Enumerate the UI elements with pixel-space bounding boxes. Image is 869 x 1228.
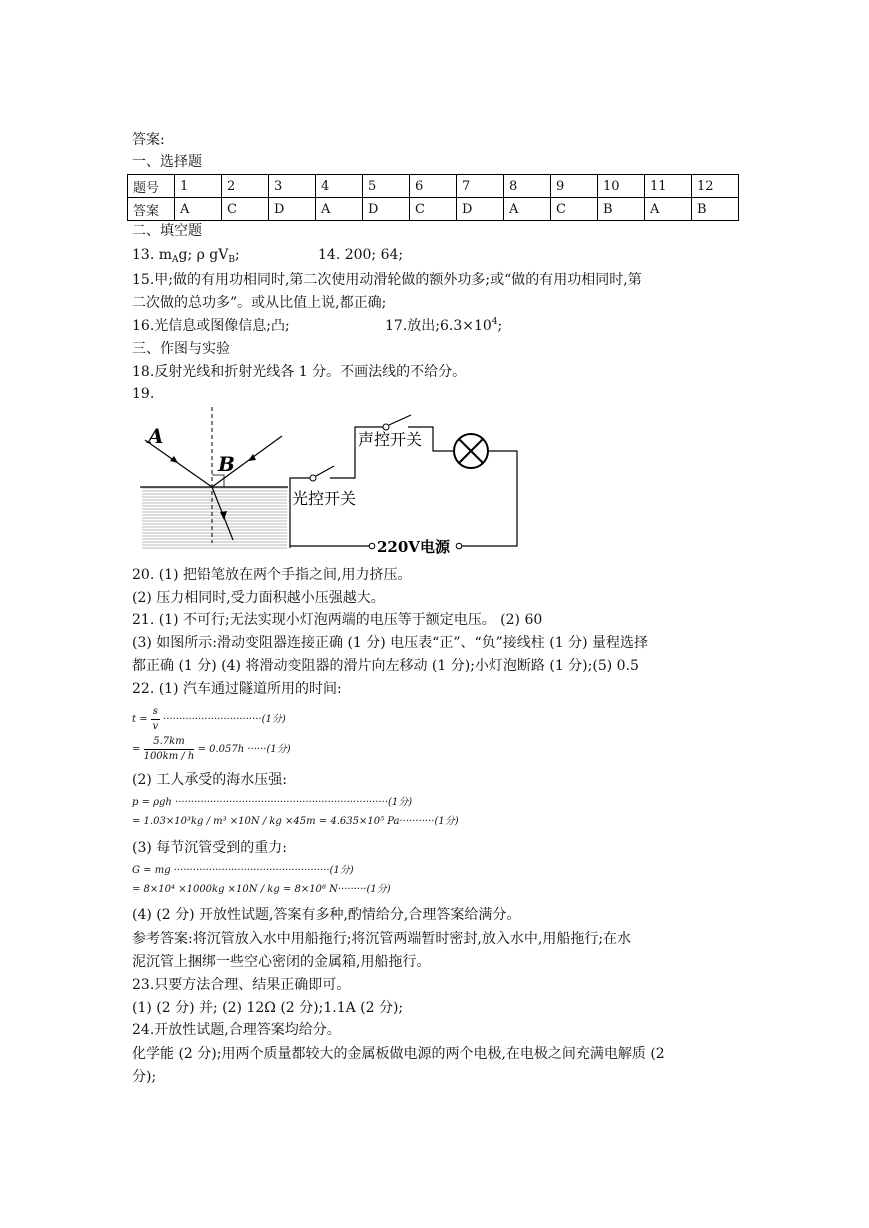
answer-q22-line2: (2) 工人承受的海水压强: — [132, 772, 287, 788]
answer-q16: 16.光信息或图像信息;凸; — [132, 318, 290, 334]
formula-pressure-value: = 1.03×10³kg / m³ ×10N / kg ×45m = 4.635×10⁵ Pa···········(1分) — [132, 816, 459, 827]
table-cell: 1 — [175, 175, 222, 198]
incident-arrow-icon — [170, 456, 178, 463]
q17-sup: 4 — [491, 317, 498, 327]
fraction-distance-speed — [144, 735, 195, 764]
answer-q15-line1: 15.甲;做的有用功相同时,第二次使用动滑轮做的额外功多;或“做的有用功相同时,第 — [132, 272, 642, 288]
formula-eq: = — [132, 744, 141, 755]
answer-q24-line1: 24.开放性试题,合理答案均给分。 — [132, 1022, 341, 1038]
optics-circuit-figure — [140, 403, 525, 558]
table-cell: 5 — [363, 175, 410, 198]
answer-q17 — [385, 316, 502, 338]
fraction-denominator: 100km / h — [143, 751, 195, 762]
label-b: B — [218, 452, 235, 476]
q13-text-b: g; ρ gV — [178, 247, 229, 263]
table-cell: A — [175, 198, 222, 221]
answer-q21-line3: 都正确 (1 分) (4) 将滑动变阻器的滑片向左移动 (1 分);小灯泡断路 (1 分);(5) 0.5 — [132, 658, 639, 674]
fraction-denominator: v — [152, 721, 159, 732]
fraction-numerator: s — [151, 705, 160, 720]
power-terminal-left — [369, 543, 375, 549]
table-cell: C — [410, 198, 457, 221]
answer-q22-line5: 参考答案:将沉管放入水中用船拖行;将沉管两端暂时密封,放入水中,用船拖行;在水 — [132, 931, 632, 947]
section-choice-heading: 一、选择题 — [132, 154, 202, 170]
table-cell: 6 — [410, 175, 457, 198]
table-cell: 答案 — [128, 198, 175, 221]
table-cell: 4 — [316, 175, 363, 198]
table-cell: 2 — [222, 175, 269, 198]
power-source-label: 220V电源 — [377, 538, 450, 556]
table-cell: 10 — [598, 175, 645, 198]
sound-switch-label: 声控开关 — [358, 430, 423, 449]
table-row — [128, 175, 739, 198]
formula-time-score: ·······························(1分) — [163, 714, 286, 725]
answer-q21-line1: 21. (1) 不可行;无法实现小灯泡两端的电压等于额定电压。 (2) 60 — [132, 612, 543, 628]
table-cell: B — [598, 198, 645, 221]
table-cell: 12 — [692, 175, 739, 198]
table-row — [128, 198, 739, 221]
table-cell: D — [363, 198, 410, 221]
reflected-arrow-icon — [248, 454, 256, 461]
fraction-s-v — [151, 705, 160, 734]
light-switch-contact — [310, 475, 316, 481]
formula-pressure: p = ρgh ···································································(1分) — [132, 797, 413, 808]
answer-q13 — [132, 245, 240, 267]
table-cell: 8 — [504, 175, 551, 198]
table-cell: A — [504, 198, 551, 221]
light-switch-label: 光控开关 — [292, 489, 357, 508]
answer-q14: 14. 200; 64; — [318, 247, 404, 263]
answer-q23-line1: 23.只要方法合理、结果正确即可。 — [132, 977, 351, 993]
table-cell: D — [457, 198, 504, 221]
answer-q20-line1: 20. (1) 把铅笔放在两个手指之间,用力挤压。 — [132, 567, 412, 583]
formula-time-value — [132, 735, 291, 764]
table-cell: A — [645, 198, 692, 221]
section-fill-heading: 二、填空题 — [132, 223, 202, 239]
answer-q22-line6: 泥沉管上捆绑一些空心密闭的金属箱,用船拖行。 — [132, 954, 431, 970]
power-terminal-right — [456, 543, 462, 549]
answer-q23-line2: (1) (2 分) 并; (2) 12Ω (2 分);1.1A (2 分); — [132, 1000, 404, 1016]
section-lab-heading: 三、作图与实验 — [132, 341, 230, 357]
formula-time-result: = 0.057h ······(1分) — [197, 744, 291, 755]
formula-time-lhs: t = — [132, 714, 148, 725]
answer-heading: 答案: — [132, 132, 165, 148]
table-cell: 7 — [457, 175, 504, 198]
answer-q22-line4: (4) (2 分) 开放性试题,答案有多种,酌情给分,合理答案给满分。 — [132, 907, 521, 923]
answer-q15-line2: 二次做的总功多”。或从比值上说,都正确; — [132, 295, 387, 311]
table-cell: B — [692, 198, 739, 221]
fraction-numerator: 5.7km — [144, 735, 195, 750]
q13-text-a: 13. m — [132, 247, 172, 263]
formula-time — [132, 705, 286, 734]
answer-q24-line3: 分); — [132, 1069, 157, 1085]
table-cell: D — [269, 198, 316, 221]
answer-q22-line1: 22. (1) 汽车通过隧道所用的时间: — [132, 681, 342, 697]
q13-text-c: ; — [235, 247, 240, 263]
light-switch-blade — [316, 466, 334, 476]
table-cell: C — [222, 198, 269, 221]
q13-sub-b: B — [228, 255, 236, 265]
answer-q20-line2: (2) 压力相同时,受力面积越小压强越大。 — [132, 590, 385, 606]
formula-gravity: G = mg ·················································(1分) — [132, 865, 354, 876]
table-cell: C — [551, 198, 598, 221]
water-region — [142, 487, 287, 549]
answer-table — [127, 174, 739, 221]
formula-gravity-value: = 8×10⁴ ×1000kg ×10N / kg = 8×10⁸ N·········(1分) — [132, 884, 391, 895]
label-a: A — [148, 424, 164, 448]
q13-sub-a: A — [172, 255, 179, 265]
q17-text-a: 17.放出;6.3×10 — [385, 318, 492, 334]
answer-q21-line2: (3) 如图所示:滑动变阻器连接正确 (1 分) 电压表“正”、“负”接线柱 (1 分) 量程选择 — [132, 635, 648, 651]
answer-q22-line3: (3) 每节沉管受到的重力: — [132, 840, 287, 856]
answer-q24-line2: 化学能 (2 分);用两个质量都较大的金属板做电源的两个电极,在电极之间充满电解质 (2 — [132, 1046, 665, 1062]
table-cell: 9 — [551, 175, 598, 198]
table-cell: 11 — [645, 175, 692, 198]
sound-switch-blade — [389, 415, 411, 425]
answer-q19-label: 19. — [132, 386, 155, 402]
q17-text-b: ; — [497, 318, 503, 334]
answer-q18: 18.反射光线和折射光线各 1 分。不画法线的不给分。 — [132, 364, 467, 380]
table-cell: A — [316, 198, 363, 221]
table-cell: 3 — [269, 175, 316, 198]
table-cell: 题号 — [128, 175, 175, 198]
